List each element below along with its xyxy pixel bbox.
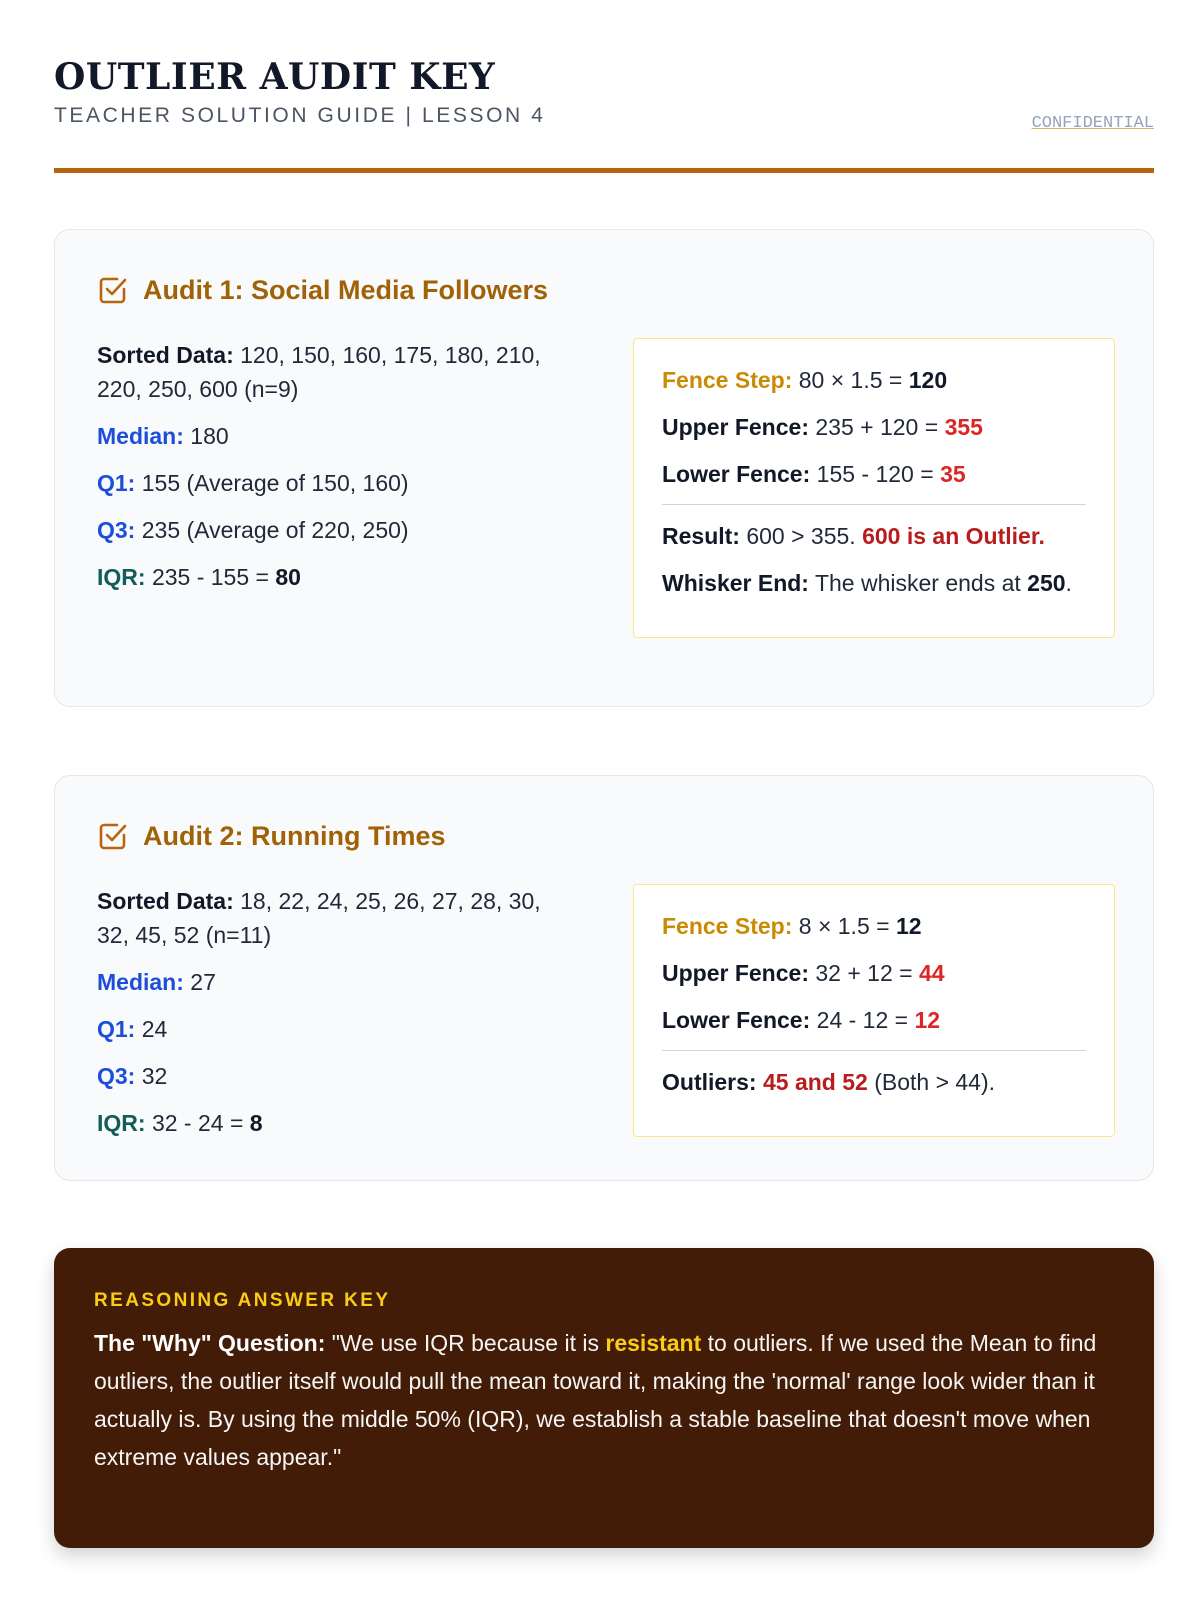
median-row: [97, 965, 567, 999]
fence-step-label: Fence Step:: [662, 367, 793, 393]
result-label: Result:: [662, 523, 740, 549]
upper-fence-row: [662, 956, 1086, 990]
iqr-value: 8: [249, 1110, 263, 1136]
sorted-data-label: Sorted Data:: [97, 888, 234, 914]
upper-fence-value: 44: [918, 960, 945, 986]
page-subtitle: TEACHER SOLUTION GUIDE | LESSON 4: [54, 104, 546, 127]
fence-step-expression: 8 × 1.5 =: [798, 913, 890, 939]
upper-fence-label: Upper Fence:: [662, 960, 809, 986]
resistant-highlight: resistant: [605, 1330, 702, 1356]
lower-fence-row: [662, 1003, 1086, 1037]
q1-row: [97, 1012, 567, 1046]
fence-box: [633, 884, 1115, 1137]
sorted-data-value: 120, 150, 160, 175, 180, 210, 220, 250, 600 (n=9): [97, 342, 541, 402]
result-row: [662, 519, 1086, 553]
q3-value: 235 (Average of 220, 250): [141, 517, 409, 543]
reasoning-text-before: "We use IQR because it is: [331, 1330, 599, 1356]
q1-value: 24: [141, 1016, 168, 1042]
outliers-row: [662, 1065, 1086, 1099]
fence-step-value: 12: [895, 913, 922, 939]
whisker-row: [662, 566, 1086, 600]
lower-fence-expression: 155 - 120 =: [816, 461, 934, 487]
median-label: Median:: [97, 423, 184, 449]
sorted-data-value: 18, 22, 24, 25, 26, 27, 28, 30, 32, 45, 52 (n=11): [97, 888, 541, 948]
fence-divider: [662, 1050, 1086, 1051]
iqr-expression: 235 - 155 =: [151, 564, 269, 590]
median-label: Median:: [97, 969, 184, 995]
median-value: 27: [190, 969, 216, 995]
q1-value: 155 (Average of 150, 160): [141, 470, 409, 496]
q3-row: [97, 513, 567, 547]
audit-card-header: [97, 820, 446, 852]
whisker-value: 250: [1027, 570, 1066, 596]
lower-fence-value: 12: [914, 1007, 941, 1033]
page-header: [54, 56, 1154, 133]
page-title: OUTLIER AUDIT KEY: [54, 56, 496, 98]
outliers-value: 45 and 52: [762, 1069, 868, 1095]
result-value: 600 is an Outlier.: [862, 523, 1045, 549]
stats-column: [97, 338, 567, 607]
whisker-text: The whisker ends at: [814, 570, 1021, 596]
lower-fence-label: Lower Fence:: [662, 1007, 811, 1033]
fence-divider: [662, 504, 1086, 505]
reasoning-body: [94, 1324, 1114, 1476]
audit-title: Audit 1: Social Media Followers: [143, 274, 549, 305]
checkbox-check-icon: [97, 274, 129, 306]
fence-step-expression: 80 × 1.5 =: [798, 367, 903, 393]
iqr-label: IQR:: [97, 564, 146, 590]
checkbox-check-icon: [97, 820, 129, 852]
sorted-data-row: [97, 884, 567, 952]
reasoning-panel: [54, 1248, 1154, 1548]
confidential-link[interactable]: CONFIDENTIAL: [1031, 114, 1154, 133]
whisker-label: Whisker End:: [662, 570, 809, 596]
upper-fence-expression: 32 + 12 =: [815, 960, 913, 986]
audit-card-header: [97, 274, 548, 306]
q1-row: [97, 466, 567, 500]
q3-label: Q3:: [97, 517, 136, 543]
sorted-data-row: [97, 338, 567, 406]
q3-value: 32: [141, 1063, 168, 1089]
upper-fence-value: 355: [944, 414, 983, 440]
lower-fence-row: [662, 457, 1086, 491]
fence-step-row: [662, 909, 1086, 943]
why-question-label: The "Why" Question:: [94, 1330, 326, 1356]
reasoning-text-after: to outliers. If we used the Mean to find outliers, the outlier itself would pull the mean toward it, making the 'normal' range look wider than it actually is. By using the middle 50% (IQR), we establish a stable baseline that doesn't move when extreme values appear.": [94, 1330, 1097, 1470]
median-row: [97, 419, 567, 453]
iqr-value: 80: [275, 564, 301, 590]
lower-fence-value: 35: [940, 461, 966, 487]
iqr-label: IQR:: [97, 1110, 146, 1136]
whisker-period: .: [1065, 570, 1072, 596]
outliers-label: Outliers:: [662, 1069, 757, 1095]
outliers-note: (Both > 44).: [874, 1069, 996, 1095]
fence-step-row: [662, 363, 1086, 397]
audit-card-1: [54, 229, 1154, 707]
lower-fence-label: Lower Fence:: [662, 461, 811, 487]
result-expression: 600 > 355.: [746, 523, 856, 549]
stats-column: [97, 884, 567, 1153]
fence-step-value: 120: [908, 367, 948, 393]
audit-title: Audit 2: Running Times: [143, 820, 446, 851]
upper-fence-row: [662, 410, 1086, 444]
q1-label: Q1:: [97, 1016, 136, 1042]
iqr-expression: 32 - 24 =: [151, 1110, 244, 1136]
lower-fence-expression: 24 - 12 =: [816, 1007, 909, 1033]
sorted-data-label: Sorted Data:: [97, 342, 234, 368]
q3-row: [97, 1059, 567, 1093]
fence-step-label: Fence Step:: [662, 913, 793, 939]
upper-fence-expression: 235 + 120 =: [815, 414, 939, 440]
header-divider: [54, 168, 1154, 173]
upper-fence-label: Upper Fence:: [662, 414, 809, 440]
audit-card-2: [54, 775, 1154, 1181]
median-value: 180: [190, 423, 229, 449]
q3-label: Q3:: [97, 1063, 136, 1089]
iqr-row: [97, 560, 567, 594]
q1-label: Q1:: [97, 470, 136, 496]
fence-box: [633, 338, 1115, 638]
iqr-row: [97, 1106, 567, 1140]
reasoning-heading: REASONING ANSWER KEY: [94, 1290, 391, 1311]
